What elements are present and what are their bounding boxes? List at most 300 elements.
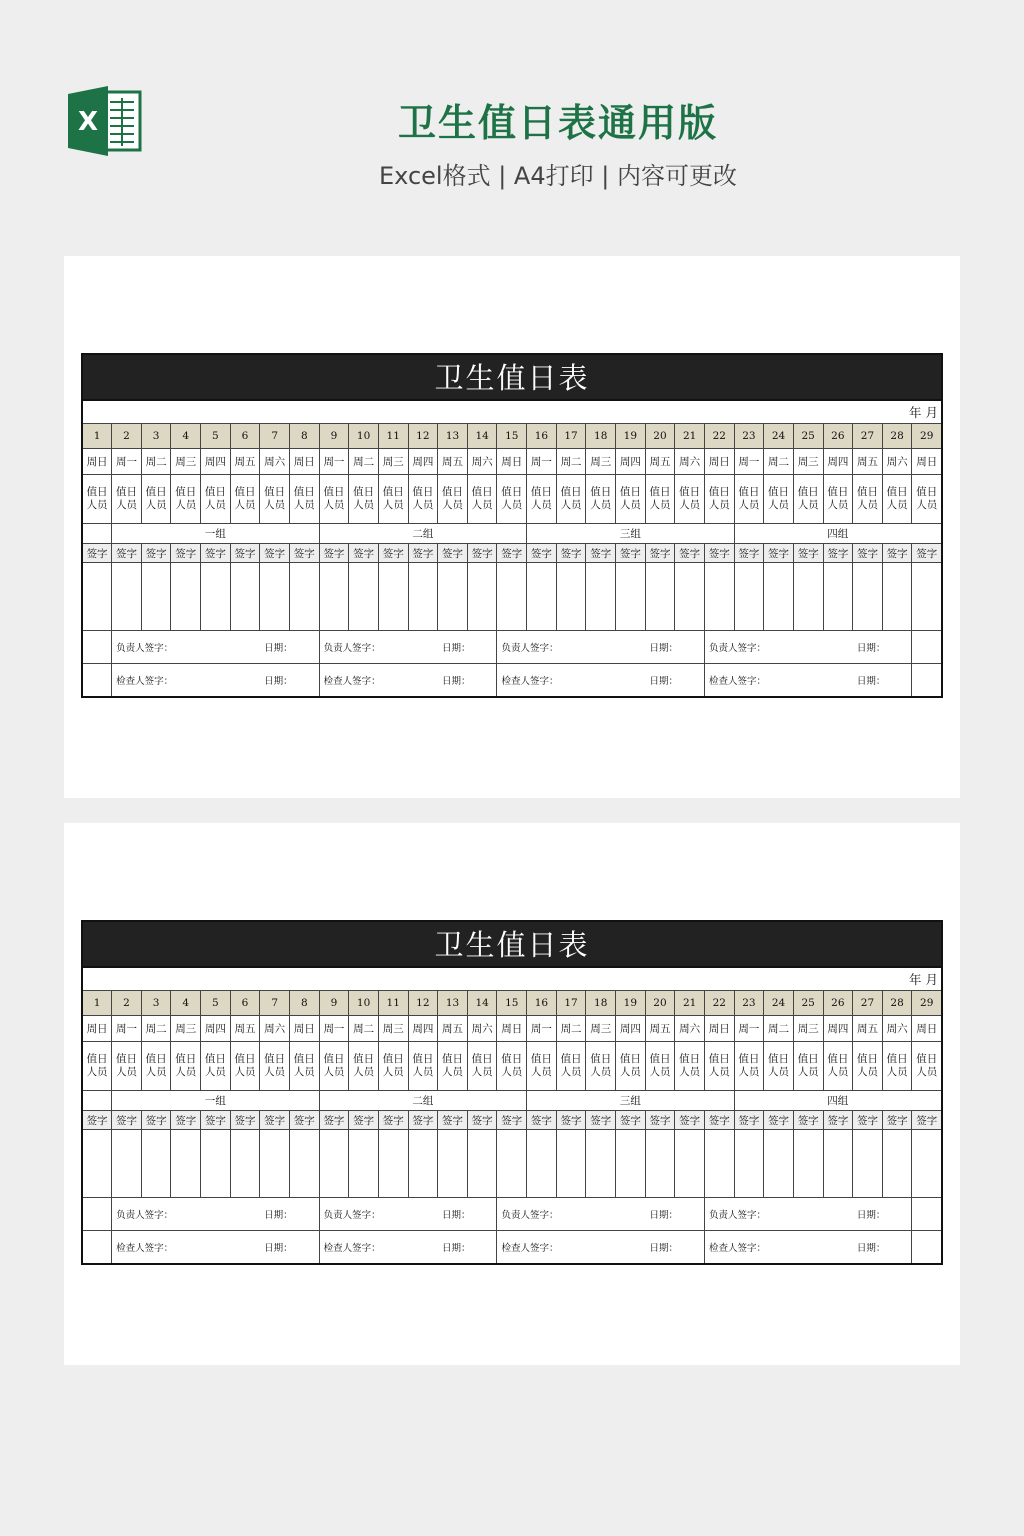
signature-blank-cell (823, 1130, 853, 1198)
footer-sign-content (497, 1207, 703, 1221)
day-number-cell: 14 (467, 991, 497, 1016)
sign-row (82, 1111, 942, 1130)
day-number-cell: 6 (230, 424, 260, 449)
weekday-cell: 周三 (586, 449, 616, 475)
day-number-cell: 3 (141, 424, 171, 449)
weekday-cell: 周五 (853, 449, 883, 475)
signature-blank-cell (556, 1130, 586, 1198)
footer-sign-content (112, 1240, 318, 1254)
signature-blank-cell (438, 563, 468, 631)
duty-person-cell: 值日 人员 (82, 475, 112, 524)
duty-person-cell: 值日 人员 (645, 1042, 675, 1091)
signature-blank-cell (171, 1130, 201, 1198)
sign-cell: 签字 (289, 544, 319, 563)
signature-blank-cell (616, 1130, 646, 1198)
signer-label: 负责人签字： (708, 1210, 766, 1221)
day-number-cell: 12 (408, 991, 438, 1016)
footer-sign-cell (497, 1231, 704, 1265)
signature-blank-cell (378, 563, 408, 631)
sign-cell: 签字 (616, 1111, 646, 1130)
day-number-cell: 4 (171, 424, 201, 449)
year-month-label: 年 月 (82, 967, 942, 991)
sign-row (82, 544, 942, 563)
duty-person-cell: 值日 人员 (823, 1042, 853, 1091)
signature-blank-cell (349, 1130, 379, 1198)
footer-sign-cell (704, 664, 911, 698)
sign-cell: 签字 (734, 544, 764, 563)
day-number-cell: 18 (586, 991, 616, 1016)
signer-label: 检查人签字： (501, 1243, 559, 1254)
group-label: 二组 (319, 524, 526, 544)
signature-blank-cell (882, 1130, 912, 1198)
signer-label: 检查人签字： (323, 676, 381, 687)
duty-person-cell: 值日 人员 (230, 1042, 260, 1091)
day-number-cell: 16 (527, 424, 557, 449)
group-label: 四组 (734, 524, 942, 544)
duty-person-cell: 值日 人员 (882, 1042, 912, 1091)
signer-label: 负责人签字： (501, 643, 559, 654)
footer-empty-cell (912, 631, 942, 664)
signature-blank-cell (793, 1130, 823, 1198)
sign-cell: 签字 (141, 1111, 171, 1130)
signature-blank-cell (556, 563, 586, 631)
footer-sign-cell (319, 1231, 497, 1265)
sign-cell: 签字 (853, 544, 883, 563)
footer-sign-cell (112, 1231, 319, 1265)
duty-person-cell: 值日 人员 (112, 475, 142, 524)
day-number-cell: 28 (882, 424, 912, 449)
duty-person-cell: 值日 人员 (112, 1042, 142, 1091)
duty-person-cell: 值日 人员 (378, 475, 408, 524)
sign-cell: 签字 (882, 1111, 912, 1130)
footer-sign-cell (319, 664, 497, 698)
day-number-cell: 13 (438, 424, 468, 449)
weekday-cell: 周日 (912, 1016, 942, 1042)
day-number-row (82, 991, 942, 1016)
date-label: 日期： (264, 1210, 293, 1221)
sign-cell: 签字 (378, 1111, 408, 1130)
signer-label: 检查人签字： (501, 676, 559, 687)
signature-blank-cell (260, 563, 290, 631)
preview-card-1 (64, 256, 960, 798)
footer-empty-cell (82, 664, 112, 698)
signature-blank-cell (675, 1130, 705, 1198)
sign-cell: 签字 (734, 1111, 764, 1130)
day-number-cell: 23 (734, 991, 764, 1016)
footer-sign-cell (704, 1231, 911, 1265)
weekday-cell: 周三 (378, 1016, 408, 1042)
weekday-cell: 周五 (230, 1016, 260, 1042)
weekday-cell: 周一 (734, 449, 764, 475)
weekday-cell: 周二 (556, 449, 586, 475)
day-number-cell: 5 (201, 991, 231, 1016)
day-number-cell: 17 (556, 991, 586, 1016)
duty-person-cell: 值日 人员 (260, 475, 290, 524)
duty-person-cell: 值日 人员 (438, 1042, 468, 1091)
weekday-cell: 周二 (349, 1016, 379, 1042)
footer-sign-content (497, 640, 703, 654)
date-label: 日期： (649, 643, 678, 654)
weekday-cell: 周日 (289, 449, 319, 475)
weekday-cell: 周四 (823, 449, 853, 475)
footer-sign-content (320, 673, 497, 687)
sign-cell: 签字 (527, 1111, 557, 1130)
day-number-cell: 23 (734, 424, 764, 449)
duty-person-cell: 值日 人员 (438, 475, 468, 524)
weekday-cell: 周五 (438, 449, 468, 475)
sign-cell: 签字 (260, 544, 290, 563)
signature-blank-cell (616, 563, 646, 631)
weekday-cell: 周六 (882, 1016, 912, 1042)
footer-sign-content (320, 1207, 497, 1221)
sign-cell: 签字 (82, 1111, 112, 1130)
weekday-cell: 周二 (764, 449, 794, 475)
weekday-cell: 周二 (556, 1016, 586, 1042)
weekday-cell: 周六 (467, 449, 497, 475)
date-label: 日期： (441, 643, 471, 654)
group-empty-cell (82, 524, 112, 544)
signature-blank-cell (645, 563, 675, 631)
weekday-cell: 周三 (171, 449, 201, 475)
signer-label: 检查人签字： (116, 676, 174, 687)
sign-cell: 签字 (912, 1111, 942, 1130)
sign-cell: 签字 (112, 544, 142, 563)
day-number-cell: 11 (378, 991, 408, 1016)
weekday-cell: 周三 (378, 449, 408, 475)
day-number-cell: 8 (289, 424, 319, 449)
year-month-label: 年 月 (82, 400, 942, 424)
weekday-cell: 周二 (141, 1016, 171, 1042)
footer-sign-content (497, 1240, 703, 1254)
footer-sign-content (112, 673, 318, 687)
signer-label: 负责人签字： (323, 1210, 381, 1221)
signature-blank-cell (289, 1130, 319, 1198)
weekday-cell: 周日 (82, 1016, 112, 1042)
group-row (82, 524, 942, 544)
weekday-cell: 周三 (171, 1016, 201, 1042)
sign-cell: 签字 (82, 544, 112, 563)
duty-person-cell: 值日 人员 (734, 1042, 764, 1091)
duty-person-cell: 值日 人员 (527, 1042, 557, 1091)
signature-blank-cell (112, 563, 142, 631)
duty-person-cell: 值日 人员 (793, 1042, 823, 1091)
footer-sign-cell (704, 1198, 911, 1231)
weekday-cell: 周日 (704, 449, 734, 475)
date-label: 日期： (441, 1210, 471, 1221)
sign-cell: 签字 (260, 1111, 290, 1130)
inspector-row (82, 1231, 942, 1265)
signature-blank-cell (467, 1130, 497, 1198)
sign-cell: 签字 (556, 544, 586, 563)
duty-person-cell: 值日 人员 (764, 1042, 794, 1091)
weekday-cell: 周六 (467, 1016, 497, 1042)
footer-sign-cell (497, 631, 704, 664)
duty-sheet (81, 920, 943, 1265)
duty-person-cell: 值日 人员 (675, 1042, 705, 1091)
signature-blank-cell (793, 563, 823, 631)
preview-card-2 (64, 823, 960, 1365)
group-label: 三组 (527, 524, 734, 544)
weekday-cell: 周二 (764, 1016, 794, 1042)
sign-cell: 签字 (408, 1111, 438, 1130)
day-number-cell: 17 (556, 424, 586, 449)
day-number-cell: 27 (853, 991, 883, 1016)
page-title: 卫生值日表通用版 (397, 101, 718, 145)
duty-person-cell: 值日 人员 (823, 475, 853, 524)
day-number-cell: 11 (378, 424, 408, 449)
signature-blank-cell (734, 1130, 764, 1198)
sign-cell: 签字 (586, 544, 616, 563)
weekday-cell: 周日 (82, 449, 112, 475)
signer-label: 负责人签字： (708, 643, 766, 654)
duty-person-cell: 值日 人员 (141, 475, 171, 524)
day-number-cell: 10 (349, 991, 379, 1016)
sign-cell: 签字 (586, 1111, 616, 1130)
sign-cell: 签字 (171, 544, 201, 563)
group-row (82, 1091, 942, 1111)
signature-blank-row (82, 563, 942, 631)
day-number-cell: 2 (112, 424, 142, 449)
weekday-cell: 周日 (912, 449, 942, 475)
duty-person-row (82, 475, 942, 524)
date-label: 日期： (856, 643, 886, 654)
signer-label: 检查人签字： (708, 676, 766, 687)
signature-blank-cell (497, 563, 527, 631)
sign-cell: 签字 (467, 1111, 497, 1130)
sign-cell: 签字 (230, 544, 260, 563)
signature-blank-cell (171, 563, 201, 631)
day-number-cell: 14 (467, 424, 497, 449)
duty-person-cell: 值日 人员 (704, 475, 734, 524)
signature-blank-cell (230, 563, 260, 631)
group-label: 三组 (527, 1091, 734, 1111)
duty-person-cell: 值日 人员 (853, 475, 883, 524)
signature-blank-cell (408, 1130, 438, 1198)
signature-blank-cell (82, 563, 112, 631)
signature-blank-cell (230, 1130, 260, 1198)
duty-person-cell: 值日 人员 (467, 475, 497, 524)
footer-sign-cell (497, 664, 704, 698)
day-number-cell: 13 (438, 991, 468, 1016)
sign-cell: 签字 (319, 1111, 349, 1130)
sign-cell: 签字 (438, 1111, 468, 1130)
day-number-cell: 9 (319, 424, 349, 449)
svg-text:X: X (77, 107, 99, 137)
sign-cell: 签字 (823, 544, 853, 563)
day-number-cell: 3 (141, 991, 171, 1016)
sign-cell: 签字 (675, 1111, 705, 1130)
weekday-cell: 周三 (793, 449, 823, 475)
day-number-cell: 27 (853, 424, 883, 449)
sign-cell: 签字 (764, 544, 794, 563)
signature-blank-cell (853, 563, 883, 631)
sign-cell: 签字 (704, 1111, 734, 1130)
date-label: 日期： (441, 676, 471, 687)
day-number-cell: 18 (586, 424, 616, 449)
duty-person-cell: 值日 人员 (467, 1042, 497, 1091)
day-number-cell: 6 (230, 991, 260, 1016)
signature-blank-cell (112, 1130, 142, 1198)
duty-person-cell: 值日 人员 (645, 475, 675, 524)
signature-blank-cell (823, 563, 853, 631)
footer-sign-cell (497, 1198, 704, 1231)
duty-person-cell: 值日 人员 (616, 475, 646, 524)
signature-blank-cell (645, 1130, 675, 1198)
weekday-cell: 周日 (289, 1016, 319, 1042)
signature-blank-cell (675, 563, 705, 631)
sheet-title: 卫生值日表 (81, 353, 943, 399)
signature-blank-cell (764, 563, 794, 631)
sign-cell: 签字 (171, 1111, 201, 1130)
date-label: 日期： (856, 1210, 886, 1221)
sign-cell: 签字 (645, 544, 675, 563)
weekday-cell: 周一 (527, 449, 557, 475)
signature-blank-cell (586, 563, 616, 631)
signature-blank-cell (82, 1130, 112, 1198)
sign-cell: 签字 (882, 544, 912, 563)
date-label: 日期： (441, 1243, 471, 1254)
day-number-cell: 20 (645, 991, 675, 1016)
weekday-cell: 周六 (260, 449, 290, 475)
day-number-cell: 1 (82, 424, 112, 449)
sign-cell: 签字 (704, 544, 734, 563)
weekday-cell: 周四 (616, 449, 646, 475)
sign-cell: 签字 (201, 544, 231, 563)
footer-sign-cell (112, 664, 319, 698)
footer-sign-content (705, 673, 911, 687)
duty-person-cell: 值日 人员 (289, 475, 319, 524)
signature-blank-cell (853, 1130, 883, 1198)
duty-person-cell: 值日 人员 (201, 1042, 231, 1091)
sign-cell: 签字 (319, 544, 349, 563)
signer-label: 检查人签字： (708, 1243, 766, 1254)
signature-blank-cell (378, 1130, 408, 1198)
weekday-cell: 周三 (586, 1016, 616, 1042)
signature-blank-cell (141, 1130, 171, 1198)
sign-cell: 签字 (556, 1111, 586, 1130)
duty-table (81, 399, 943, 698)
weekday-cell: 周四 (408, 1016, 438, 1042)
weekday-cell: 周日 (704, 1016, 734, 1042)
day-number-cell: 19 (616, 991, 646, 1016)
sign-cell: 签字 (853, 1111, 883, 1130)
weekday-cell: 周一 (319, 1016, 349, 1042)
signature-blank-cell (408, 563, 438, 631)
weekday-cell: 周四 (616, 1016, 646, 1042)
sheet-title: 卫生值日表 (81, 920, 943, 966)
day-number-cell: 19 (616, 424, 646, 449)
signature-blank-cell (201, 1130, 231, 1198)
sign-cell: 签字 (527, 544, 557, 563)
day-number-cell: 7 (260, 424, 290, 449)
signer-label: 负责人签字： (501, 1210, 559, 1221)
weekday-cell: 周六 (882, 449, 912, 475)
duty-person-cell: 值日 人员 (586, 475, 616, 524)
day-number-cell: 21 (675, 991, 705, 1016)
date-label: 日期： (856, 1243, 886, 1254)
footer-empty-cell (912, 1198, 942, 1231)
signature-blank-cell (260, 1130, 290, 1198)
day-number-cell: 15 (497, 424, 527, 449)
day-number-cell: 29 (912, 424, 942, 449)
sign-cell: 签字 (497, 544, 527, 563)
weekday-cell: 周二 (349, 449, 379, 475)
footer-sign-cell (319, 1198, 497, 1231)
sign-cell: 签字 (438, 544, 468, 563)
duty-sheet (81, 353, 943, 698)
day-number-cell: 29 (912, 991, 942, 1016)
day-number-row (82, 424, 942, 449)
signer-label: 负责人签字： (116, 643, 174, 654)
sign-cell: 签字 (230, 1111, 260, 1130)
signature-blank-row (82, 1130, 942, 1198)
signer-label: 检查人签字： (116, 1243, 174, 1254)
day-number-cell: 1 (82, 991, 112, 1016)
duty-person-cell: 值日 人员 (82, 1042, 112, 1091)
sign-cell: 签字 (616, 544, 646, 563)
duty-person-cell: 值日 人员 (704, 1042, 734, 1091)
duty-person-cell: 值日 人员 (734, 475, 764, 524)
weekday-cell: 周五 (438, 1016, 468, 1042)
sign-cell: 签字 (764, 1111, 794, 1130)
duty-person-cell: 值日 人员 (408, 1042, 438, 1091)
date-label: 日期： (856, 676, 886, 687)
weekday-cell: 周五 (853, 1016, 883, 1042)
footer-sign-cell (704, 631, 911, 664)
weekday-cell: 周一 (112, 1016, 142, 1042)
weekday-cell: 周四 (408, 449, 438, 475)
duty-person-cell: 值日 人员 (408, 475, 438, 524)
duty-person-cell: 值日 人员 (912, 1042, 942, 1091)
sign-cell: 签字 (201, 1111, 231, 1130)
weekday-cell: 周一 (319, 449, 349, 475)
signature-blank-cell (467, 563, 497, 631)
day-number-cell: 16 (527, 991, 557, 1016)
inspector-row (82, 664, 942, 698)
duty-person-cell: 值日 人员 (171, 1042, 201, 1091)
duty-person-cell: 值日 人员 (349, 475, 379, 524)
duty-person-cell: 值日 人员 (497, 1042, 527, 1091)
sign-cell: 签字 (912, 544, 942, 563)
duty-person-cell: 值日 人员 (260, 1042, 290, 1091)
duty-person-cell: 值日 人员 (319, 475, 349, 524)
signer-label: 负责人签字： (116, 1210, 174, 1221)
sign-cell: 签字 (289, 1111, 319, 1130)
day-number-cell: 24 (764, 991, 794, 1016)
sign-cell: 签字 (141, 544, 171, 563)
signature-blank-cell (497, 1130, 527, 1198)
signature-blank-cell (289, 563, 319, 631)
sign-cell: 签字 (497, 1111, 527, 1130)
date-label: 日期： (649, 1243, 678, 1254)
year-month-row (82, 400, 942, 424)
footer-sign-cell (112, 1198, 319, 1231)
group-label: 四组 (734, 1091, 942, 1111)
duty-person-cell: 值日 人员 (378, 1042, 408, 1091)
year-month-row (82, 967, 942, 991)
weekday-cell: 周六 (260, 1016, 290, 1042)
group-label: 一组 (112, 1091, 319, 1111)
responsible-row (82, 1198, 942, 1231)
day-number-cell: 7 (260, 991, 290, 1016)
sign-cell: 签字 (793, 1111, 823, 1130)
sign-cell: 签字 (349, 1111, 379, 1130)
group-label: 一组 (112, 524, 319, 544)
signer-label: 负责人签字： (323, 643, 381, 654)
weekday-cell: 周四 (823, 1016, 853, 1042)
duty-person-cell: 值日 人员 (171, 475, 201, 524)
signature-blank-cell (586, 1130, 616, 1198)
